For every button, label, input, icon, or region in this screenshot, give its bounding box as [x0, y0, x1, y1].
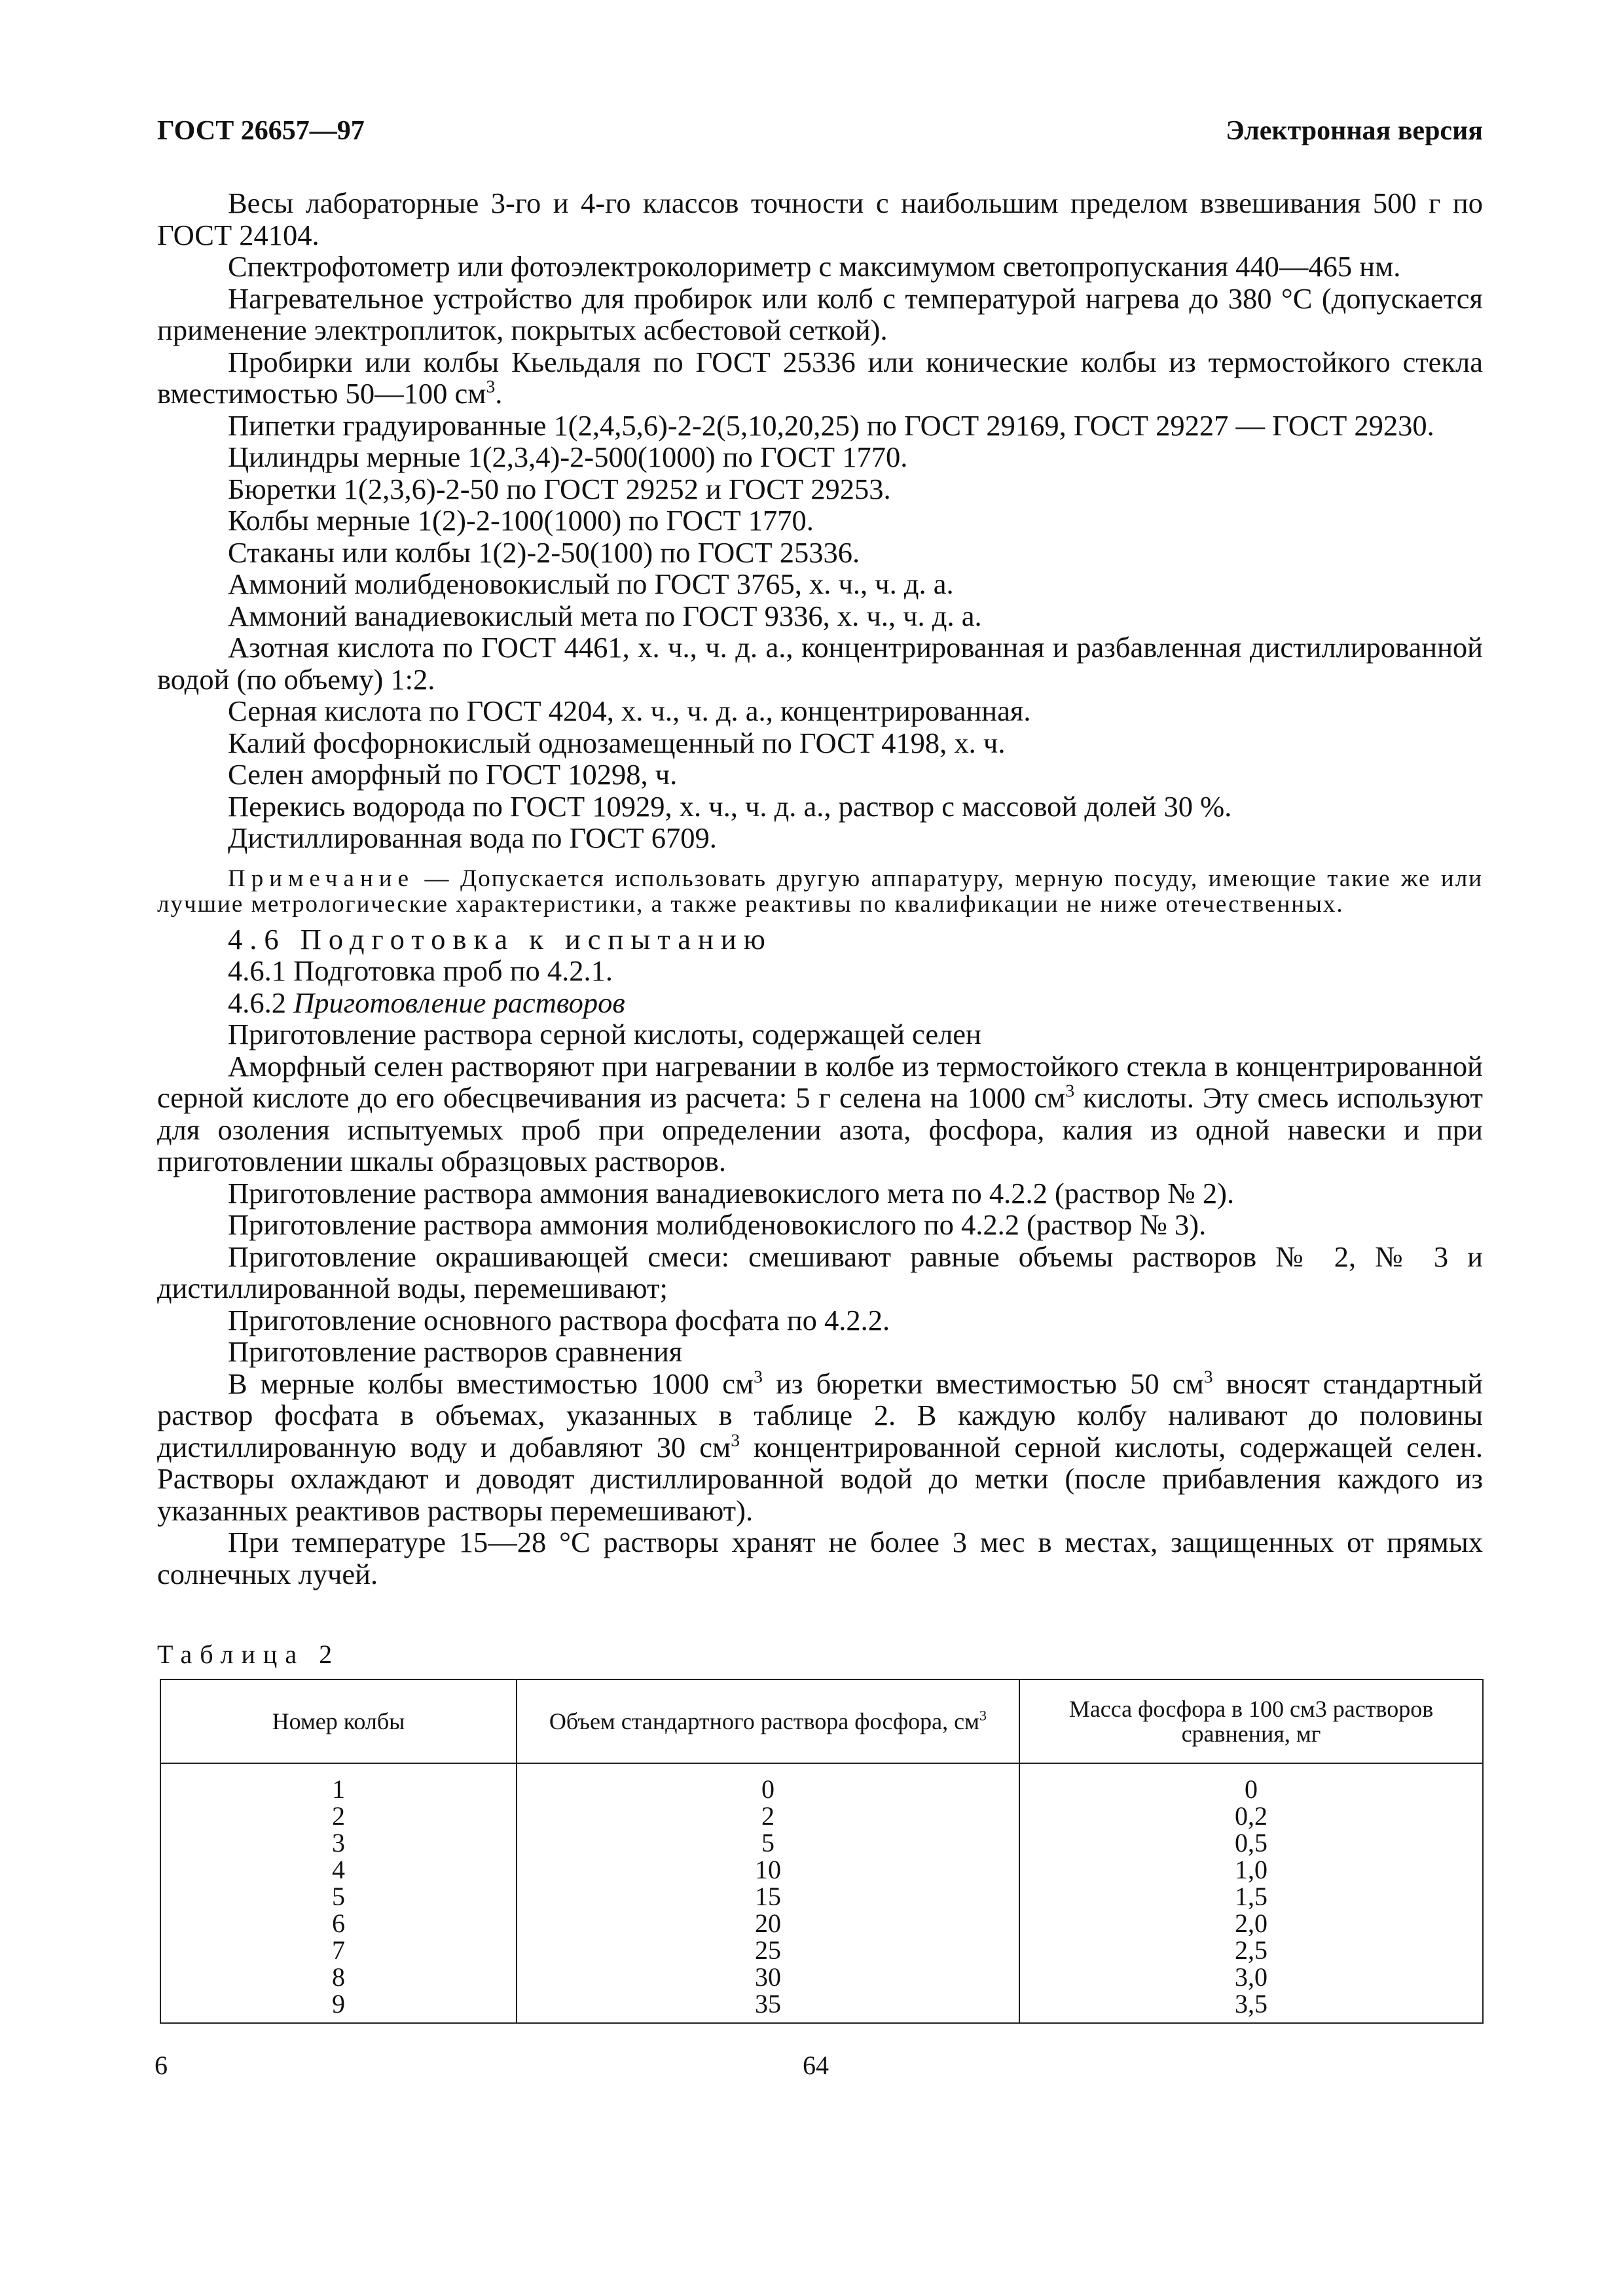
table-cell: 2,5: [1235, 1935, 1267, 1965]
column-header-volume: [517, 1679, 1019, 1763]
table-cell: 8: [332, 1962, 345, 1992]
paragraph: Аммоний молибденовокислый по ГОСТ 3765, х. ч., ч. д. а.: [228, 567, 954, 600]
paragraph: Спектрофотометр или фотоэлектроколориметр с максимумом светопропускания 440—465 нм.: [228, 250, 1401, 283]
paragraph: Серная кислота по ГОСТ 4204, х. ч., ч. д. а., концентрированная.: [228, 694, 1031, 727]
table-cell: 1,5: [1235, 1882, 1267, 1911]
table-cell: 30: [755, 1962, 781, 1992]
superscript: 3: [754, 1365, 763, 1386]
superscript: 3: [731, 1429, 740, 1450]
table-cell: 0,2: [1235, 1801, 1267, 1831]
table-caption: Таблица 2: [157, 1640, 340, 1669]
header-text: Объем стандартного раствора фосфора, см: [549, 1708, 979, 1734]
table-cell: 1,0: [1235, 1855, 1267, 1884]
header-version: Электронная версия: [1226, 116, 1483, 146]
flask-number-column: [160, 1763, 517, 2023]
paragraph: Колбы мерные 1(2)-2-100(1000) по ГОСТ 1770.: [228, 504, 814, 537]
column-header-flask-number: Номер колбы: [160, 1679, 517, 1763]
table-cell: 5: [332, 1882, 345, 1911]
table-cell: 35: [755, 1989, 781, 2018]
table-cell: 3,5: [1235, 1989, 1267, 2018]
text: В мерные колбы вместимостью 1000 см: [228, 1367, 754, 1400]
superscript: 3: [1065, 1080, 1075, 1101]
table-cell: 3: [332, 1828, 345, 1857]
superscript: 3: [486, 376, 496, 397]
table-cell: 0: [1245, 1774, 1258, 1804]
paragraph: Приготовление основного раствора фосфата по 4.2.2.: [228, 1303, 890, 1336]
text: Пробирки или колбы Кьельдаля по ГОСТ 25336 или конические колбы из термостойкого стекла вместимостью 50—100 см: [157, 345, 1483, 410]
header-standard: ГОСТ 26657—97: [157, 116, 365, 146]
table-cell: 15: [755, 1882, 781, 1911]
table-cell: 2,0: [1235, 1909, 1267, 1938]
paragraph: Аммоний ванадиевокислый мета по ГОСТ 9336, х. ч., ч. д. а.: [228, 599, 982, 632]
table-cell: 5: [761, 1828, 775, 1857]
paragraph: Бюретки 1(2,3,6)-2-50 по ГОСТ 29252 и ГОСТ 29253.: [228, 472, 891, 505]
paragraph: Нагревательное устройство для пробирок или колб с температурой нагрева до 380 °С (допускается применение электроплиток, покрытых асбестовой сеткой).: [157, 281, 1483, 346]
paragraph: Азотная кислота по ГОСТ 4461, х. ч., ч. д. а., концентрированная и разбавленная дистиллированной водой (по объему) 1:2.: [157, 631, 1483, 696]
paragraph: Стаканы или колбы 1(2)-2-50(100) по ГОСТ 25336.: [228, 535, 860, 569]
body-text: [157, 187, 1483, 1590]
paragraph: Весы лабораторные 3-го и 4-го классов точности с наибольшим пределом взвешивания 500 г по ГОСТ 24104.: [157, 187, 1483, 251]
table-header-row: [160, 1679, 1483, 1763]
paragraph: [157, 1365, 1484, 1527]
note-label: Примечание: [228, 865, 414, 892]
paragraph: Селен аморфный по ГОСТ 10298, ч.: [228, 758, 678, 791]
paragraph: Приготовление раствора аммония молибденовокислого по 4.2.2 (раствор № 3).: [228, 1208, 1207, 1241]
paragraph: Приготовление растворов сравнения: [228, 1335, 683, 1368]
superscript: 3: [979, 1707, 987, 1724]
table-cell: 20: [755, 1909, 781, 1938]
paragraph: Приготовление раствора серной кислоты, содержащей селен: [228, 1018, 981, 1050]
paragraph: Калий фосфорнокислый однозамещенный по ГОСТ 4198, х. ч.: [228, 726, 1006, 759]
paragraph: Дистиллированная вода по ГОСТ 6709.: [228, 821, 717, 854]
subsection-number: 4.6.2: [228, 986, 294, 1019]
text: кислоты. Эту смесь используют для озоления испытуемых проб при определении азота, фосфора, калия из одной навески и при приготовлении шкалы образцовых растворов.: [157, 1081, 1483, 1177]
column-header-phosphorus-mass: Масса фосфора в 100 см3 растворов сравнения, мг: [1019, 1679, 1483, 1763]
table-cell: 0,5: [1235, 1828, 1267, 1857]
subsection: 4.6.1 Подготовка проб по 4.2.1.: [228, 954, 613, 987]
sheet-number: 64: [803, 2051, 829, 2080]
paragraph: Пипетки градуированные 1(2,4,5,6)-2-2(5,10,20,25) по ГОСТ 29169, ГОСТ 29227 — ГОСТ 29230.: [228, 408, 1434, 442]
paragraph: Приготовление окрашивающей смеси: смешивают равные объемы растворов № 2, № 3 и дистиллированной воды, перемешивают;: [157, 1240, 1483, 1304]
text: концентрированной серной кислоты, содержащей селен. Растворы охлаждают и доводят дистиллированной водой до метки (после прибавления каждого из указанных реактивов растворы перемешивают).: [157, 1430, 1484, 1527]
table-cell: 10: [755, 1855, 781, 1884]
subsection: [157, 987, 1483, 1019]
volume-column: [517, 1763, 1019, 2023]
subsection-title: Приготовление растворов: [293, 986, 625, 1019]
paragraph: При температуре 15—28 °С растворы хранят не более 3 мес в местах, защищенных от прямых солнечных лучей.: [157, 1526, 1483, 1590]
text: .: [495, 377, 503, 410]
table-cell: 6: [332, 1909, 345, 1938]
section-heading: 4.6 Подготовка к испытанию: [228, 922, 773, 956]
page-number: 6: [155, 2051, 168, 2080]
paragraph: Приготовление раствора аммония ванадиевокислого мета по 4.2.2 (раствор № 2).: [228, 1176, 1235, 1210]
table-cell: 1: [332, 1774, 345, 1804]
table-cell: 25: [755, 1935, 781, 1965]
paragraph: [157, 1050, 1483, 1177]
paragraph: Перекись водорода по ГОСТ 10929, х. ч., ч. д. а., раствор с массовой долей 30 %.: [228, 789, 1232, 823]
table-cell: 9: [332, 1989, 345, 2018]
text: из бюретки вместимостью 50 см: [762, 1367, 1204, 1400]
note-text: — Допускается использовать другую аппаратуру, мерную посуду, имеющие такие же или лучшие метрологические характеристики, а также реактивы по квалификации не ниже отечественных.: [157, 865, 1483, 918]
note: [157, 866, 1483, 917]
paragraph: Цилиндры мерные 1(2,3,4)-2-500(1000) по ГОСТ 1770.: [228, 440, 908, 473]
superscript: 3: [1203, 1365, 1213, 1386]
text: вносят стандартный раствор фосфата в объемах, указанных в таблице 2. В каждую колбу наливают до половины дистиллированную воду и добавляют 30 см: [157, 1367, 1483, 1463]
table-cell: 7: [332, 1935, 345, 1965]
table-cell: 3,0: [1235, 1962, 1267, 1992]
table-cell: 2: [332, 1801, 345, 1831]
table-body-row: [160, 1763, 1483, 2023]
phosphorus-mass-column: [1019, 1763, 1483, 2023]
table-cell: 0: [761, 1774, 775, 1804]
table-cell: 2: [761, 1801, 775, 1831]
paragraph: [157, 346, 1483, 410]
text: Аморфный селен растворяют при нагревании в колбе из термостойкого стекла в концентрированной серной кислоте до его обесцвечивания из расчета: 5 г селена на 1000 см: [157, 1049, 1483, 1114]
reference-solutions-table: [160, 1679, 1484, 2024]
table-cell: 4: [332, 1855, 345, 1884]
